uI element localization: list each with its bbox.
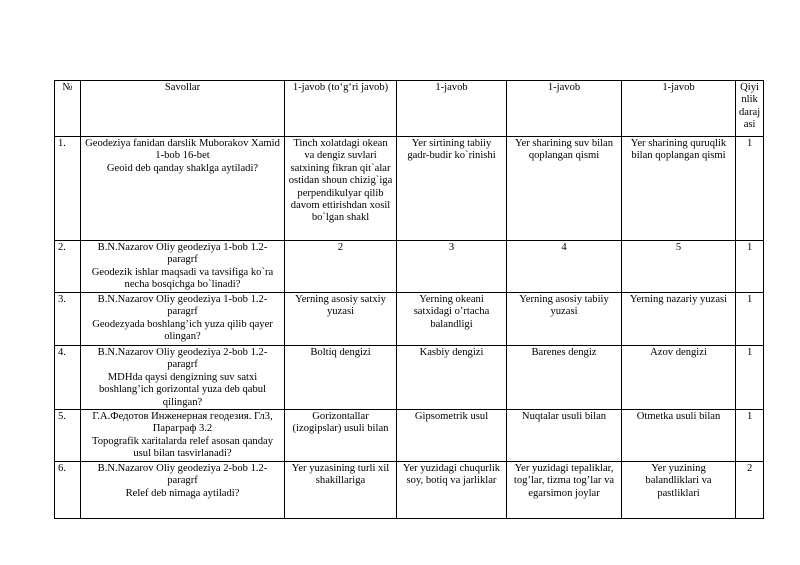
difficulty-cell: 1	[736, 293, 764, 346]
answer-4-cell: Yerning nazariy yuzasi	[622, 293, 736, 346]
header-answer-4: 1-javob	[622, 81, 736, 137]
question-cell	[81, 241, 285, 293]
answer-2-cell: Kasbiy dengizi	[397, 346, 507, 410]
question-text: Relef deb nimaga aytiladi?	[125, 487, 240, 499]
header-correct-answer: 1-javob (to‘g‘ri javob)	[285, 81, 397, 137]
header-answer-2: 1-javob	[397, 81, 507, 137]
table-row	[55, 346, 764, 410]
correct-answer-cell: Yerning asosiy satxiy yuzasi	[285, 293, 397, 346]
question-text: Geodezik ishlar maqsadi va tavsifiga ko`ra necha bosqichga bo`linadi?	[91, 266, 274, 291]
question-cell	[81, 462, 285, 519]
question-text: Geoid deb qanday shaklga aytiladi?	[106, 162, 259, 174]
difficulty-cell: 2	[736, 462, 764, 519]
row-number: 4.	[55, 346, 81, 410]
row-number: 3.	[55, 293, 81, 346]
difficulty-cell: 1	[736, 137, 764, 241]
table-row	[55, 410, 764, 462]
difficulty-cell: 1	[736, 346, 764, 410]
table-row	[55, 293, 764, 346]
question-cell	[81, 293, 285, 346]
question-source: Г.А.Федотов Инженерная геодезия. Гл3, Параграф 3.2	[92, 411, 273, 435]
row-number: 2.	[55, 241, 81, 293]
question-source: B.N.Nazarov Oliy geodeziya 1-bob 1.2-paragrf	[97, 242, 268, 266]
table-row	[55, 241, 764, 293]
answer-4-cell: Azov dengizi	[622, 346, 736, 410]
header-number: №	[55, 81, 81, 137]
header-answer-3: 1-javob	[507, 81, 622, 137]
answer-2-cell: 3	[397, 241, 507, 293]
question-text: Geodezyada boshlang’ich yuza qilib qayer olingan?	[92, 318, 273, 343]
answer-4-cell: Yer yuzining balandliklari va pastliklari	[622, 462, 736, 519]
answer-2-cell: Gipsometrik usul	[397, 410, 507, 462]
question-source: B.N.Nazarov Oliy geodeziya 1-bob 1.2-paragrf	[97, 294, 268, 318]
answer-3-cell: Yer yuzidagi tepaliklar, tog’lar, tizma tog’lar va egarsimon joylar	[507, 462, 622, 519]
difficulty-cell: 1	[736, 241, 764, 293]
difficulty-cell: 1	[736, 410, 764, 462]
answer-3-cell: Barenes dengiz	[507, 346, 622, 410]
answer-3-cell: Nuqtalar usuli bilan	[507, 410, 622, 462]
header-row	[55, 81, 764, 137]
question-cell	[81, 346, 285, 410]
correct-answer-cell: Gorizontallar (izogipslar) usuli bilan	[285, 410, 397, 462]
header-questions: Savollar	[81, 81, 285, 137]
correct-answer-cell: Tinch xolatdagi okean va dengiz suvlari satxining fikran qit`alar ostidan shoun chizig`iga perpendikulyar qilib davom ettirishdan xosil bo`lgan shakl	[285, 137, 397, 241]
correct-answer-cell: 2	[285, 241, 397, 293]
question-text: Topografik xaritalarda relef asosan qanday usul bilan tasvirlanadi?	[91, 435, 274, 460]
questions-table	[54, 80, 764, 519]
answer-3-cell: Yerning asosiy tabiiy yuzasi	[507, 293, 622, 346]
answer-4-cell: Yer sharining quruqlik bilan qoplangan qismi	[622, 137, 736, 241]
question-text: MDHda qaysi dengizning suv satxi boshlang’ich gorizontal yuza deb qabul qilingan?	[98, 371, 267, 408]
question-cell	[81, 137, 285, 241]
question-source: B.N.Nazarov Oliy geodeziya 2-bob 1.2-paragrf	[97, 463, 268, 487]
question-cell	[81, 410, 285, 462]
table-row	[55, 137, 764, 241]
answer-4-cell: Otmetka usuli bilan	[622, 410, 736, 462]
answer-2-cell: Yer yuzidagi chuqurlik soy, botiq va jarliklar	[397, 462, 507, 519]
table-row	[55, 462, 764, 519]
row-number: 5.	[55, 410, 81, 462]
correct-answer-cell: Yer yuzasining turli xil shakillariga	[285, 462, 397, 519]
correct-answer-cell: Boltiq dengizi	[285, 346, 397, 410]
answer-2-cell: Yer sirtining tabiiy gadr-budir ko`rinishi	[397, 137, 507, 241]
answer-3-cell: 4	[507, 241, 622, 293]
answer-2-cell: Yerning okeani satxidagi o’rtacha balandligi	[397, 293, 507, 346]
answer-3-cell: Yer sharining suv bilan qoplangan qismi	[507, 137, 622, 241]
question-source: Geodeziya fanidan darslik Muborakov Xamid 1-bob 16-bet	[85, 138, 280, 162]
header-difficulty: Qiyi nlik daraj asi	[736, 81, 764, 137]
row-number: 6.	[55, 462, 81, 519]
answer-4-cell: 5	[622, 241, 736, 293]
question-source: B.N.Nazarov Oliy geodeziya 2-bob 1.2-paragrf	[97, 347, 268, 371]
row-number: 1.	[55, 137, 81, 241]
